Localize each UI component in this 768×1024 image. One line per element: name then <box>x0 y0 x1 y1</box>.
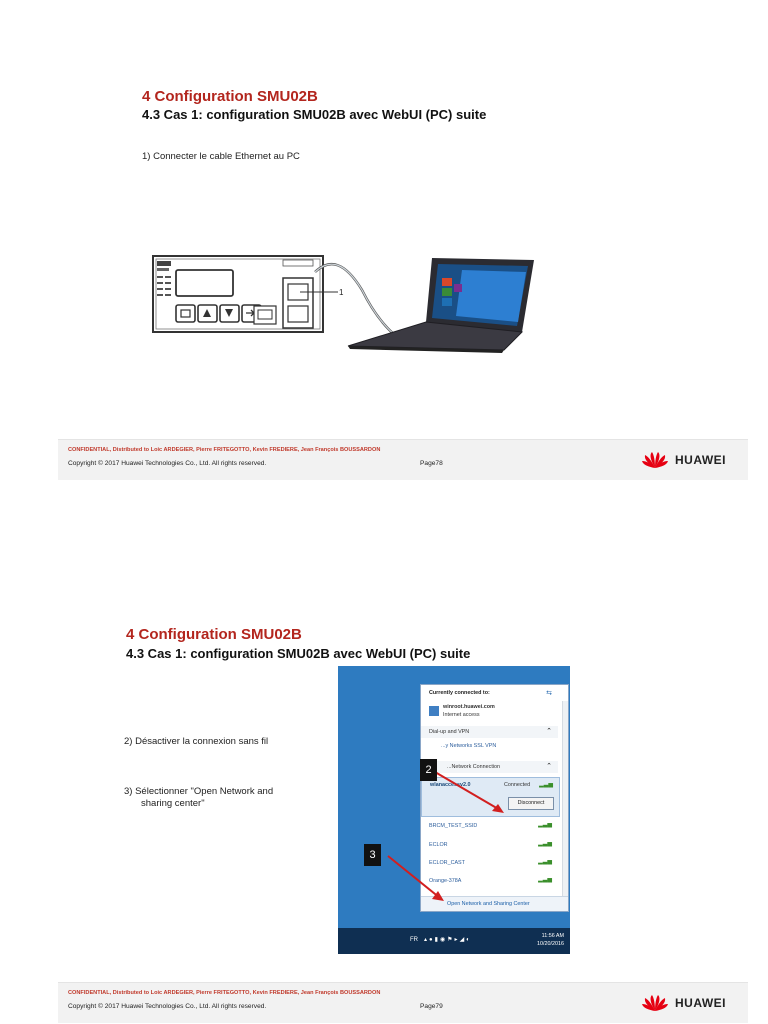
connection-state: Connected <box>504 782 531 788</box>
connected-to-header: Currently connected to: <box>429 690 490 696</box>
page-number: Page79 <box>420 1003 443 1010</box>
current-network-name: winroot.huawei.com <box>443 704 495 710</box>
category-label: Dial-up and VPN <box>429 729 470 735</box>
collapse-icon[interactable]: ⌃ <box>546 763 552 770</box>
collapse-icon[interactable]: ⌃ <box>546 728 552 735</box>
huawei-logo <box>641 994 726 1012</box>
network-item[interactable]: ECLOR <box>429 842 448 848</box>
connected-ssid: wlanaccessv2.0 <box>430 782 471 788</box>
logo-text: HUAWEI <box>675 996 726 1010</box>
windows-network-screenshot <box>338 666 570 954</box>
signal-icon: ▂▃▅ <box>539 782 553 788</box>
diagram-callout-label: 1 <box>339 288 344 297</box>
vpn-item[interactable]: ...y Networks SSL VPN <box>441 743 497 749</box>
confidential-notice: CONFIDENTIAL, Distributed to Loic ARDEGIER, Pierre FRITEGOTTO, Kevin FREDIERE, Jean François BOUSSARDON <box>68 990 381 996</box>
slide-subtitle: 4.3 Cas 1: configuration SMU02B avec WebUI (PC) suite <box>126 646 471 661</box>
signal-icon: ▂▃▅ <box>538 841 552 847</box>
slide-subtitle: 4.3 Cas 1: configuration SMU02B avec WebUI (PC) suite <box>142 107 487 122</box>
clock-time: 11:56 AM <box>541 933 564 939</box>
disconnect-button[interactable]: Disconnect <box>508 797 554 810</box>
clock-date: 10/20/2016 <box>537 941 564 947</box>
huawei-logo <box>641 451 726 469</box>
open-network-sharing-center-link[interactable]: Open Network and Sharing Center <box>447 901 530 907</box>
callout-2: 2 <box>420 759 437 781</box>
slide-page-79 <box>0 540 768 1024</box>
copyright-text: Copyright © 2017 Huawei Technologies Co., Ltd. All rights reserved. <box>68 1003 267 1010</box>
language-indicator[interactable]: FR <box>410 937 418 943</box>
signal-icon: ▂▃▅ <box>538 877 552 883</box>
copyright-text: Copyright © 2017 Huawei Technologies Co., Ltd. All rights reserved. <box>68 460 267 467</box>
confidential-notice: CONFIDENTIAL, Distributed to Loic ARDEGIER, Pierre FRITEGOTTO, Kevin FREDIERE, Jean François BOUSSARDON <box>68 447 381 453</box>
page-number: Page78 <box>420 460 443 467</box>
smu02b-device <box>153 256 323 332</box>
network-item[interactable]: Orange-378A <box>429 878 462 884</box>
current-network-status: Internet access <box>443 712 480 718</box>
step-3: 3) Sélectionner "Open Network and <box>124 786 274 797</box>
slide-page-78 <box>0 0 768 480</box>
windows-taskbar <box>338 928 570 954</box>
callout-3: 3 <box>364 844 381 866</box>
network-item[interactable]: ECLOR_CAST <box>429 860 465 866</box>
huawei-flower-icon <box>641 994 669 1012</box>
section-title: 4 Configuration SMU02B <box>126 626 302 643</box>
signal-icon: ▂▃▅ <box>538 822 552 828</box>
slide-footer <box>58 982 748 1023</box>
refresh-icon[interactable]: ⇆ <box>546 690 552 697</box>
step-2: 2) Désactiver la connexion sans fil <box>124 736 269 747</box>
huawei-flower-icon <box>641 451 669 469</box>
callout-arrows <box>338 666 570 954</box>
tray-icons[interactable]: ▴●▮◉⚑▸◢◐ <box>424 937 472 943</box>
logo-text: HUAWEI <box>675 453 726 467</box>
category-label: ...Network Connection <box>447 764 501 770</box>
clock[interactable] <box>537 932 564 948</box>
ethernet-connection-diagram <box>150 250 540 360</box>
laptop <box>348 258 534 353</box>
slide-footer <box>58 439 748 480</box>
step-3-continued: sharing center" <box>141 798 205 809</box>
network-item[interactable]: BRCM_TEST_SSID <box>429 823 478 829</box>
section-title: 4 Configuration SMU02B <box>142 88 318 105</box>
step-1: 1) Connecter le cable Ethernet au PC <box>142 151 300 162</box>
signal-icon: ▂▃▅ <box>538 859 552 865</box>
